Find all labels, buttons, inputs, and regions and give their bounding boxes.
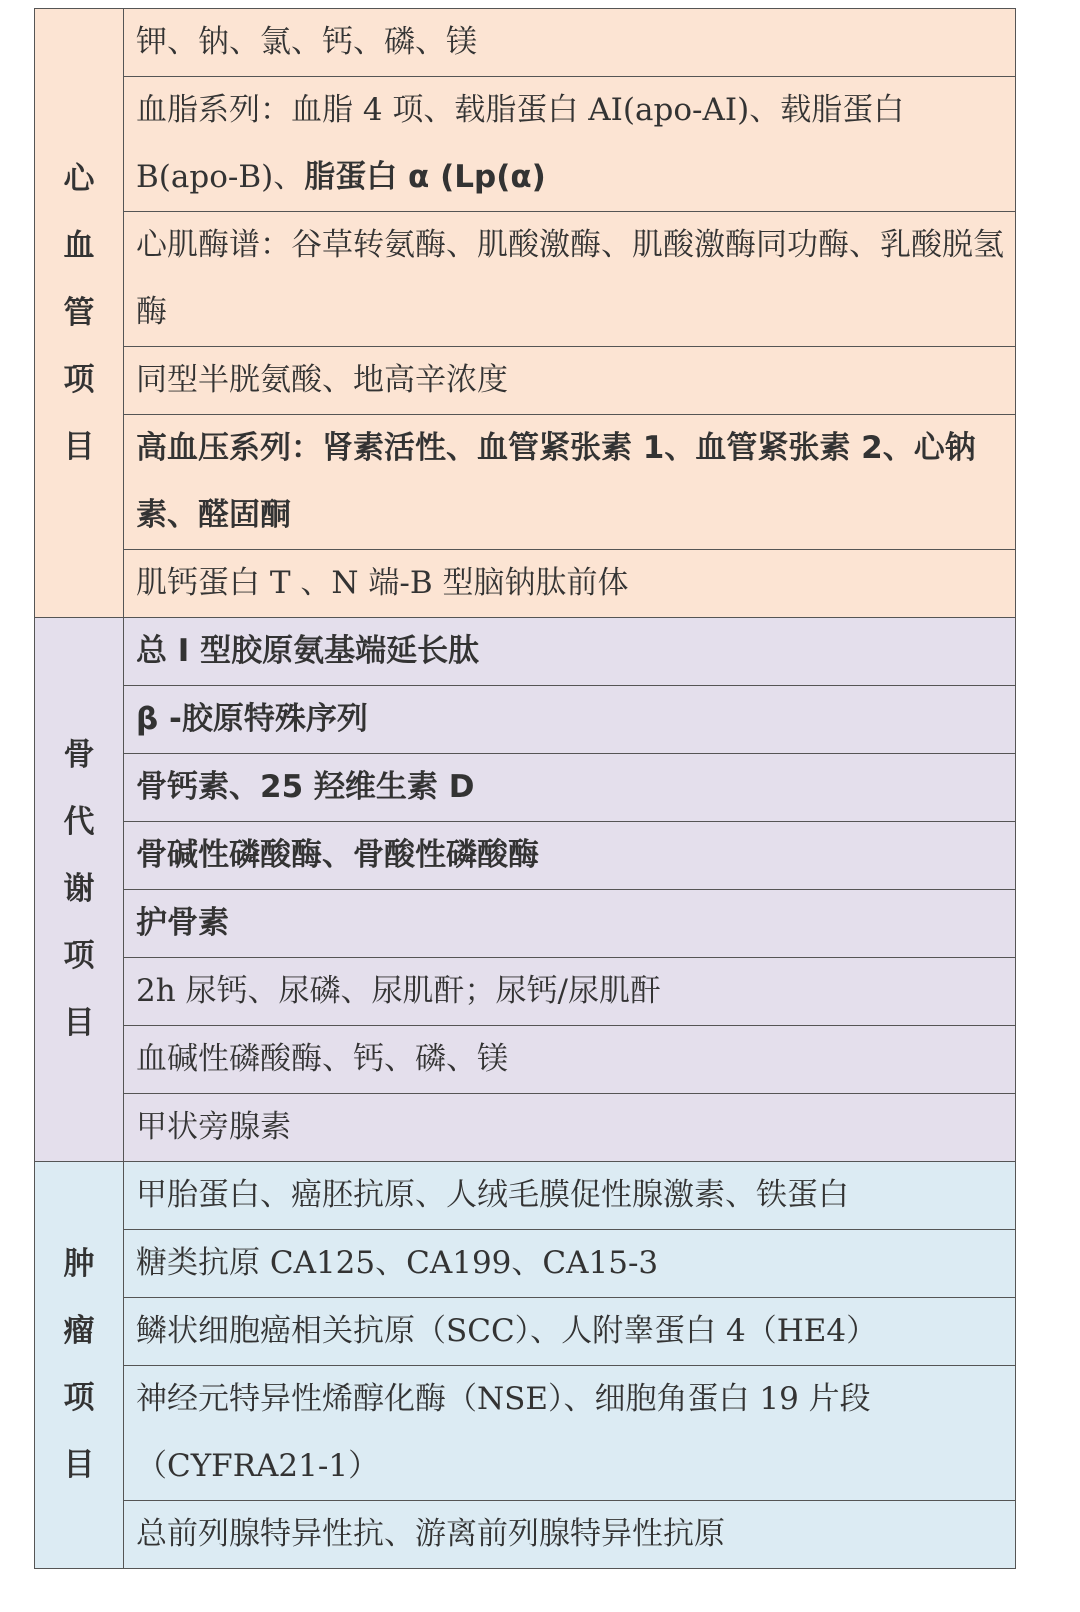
table-cell: 高血压系列：肾素活性、血管紧张素 1、血管紧张素 2、心钠素、醛固酮 bbox=[124, 415, 1016, 550]
lab-test-table bbox=[34, 8, 1016, 1569]
table-cell: 甲状旁腺素 bbox=[124, 1094, 1016, 1162]
category-tumor: 肿 瘤 项 目 bbox=[35, 1162, 124, 1569]
table-cell: 糖类抗原 CA125、CA199、CA15-3 bbox=[124, 1230, 1016, 1298]
table-row bbox=[35, 1366, 1016, 1501]
table-row bbox=[35, 550, 1016, 618]
table-row bbox=[35, 77, 1016, 212]
table-cell bbox=[124, 77, 1016, 212]
table-row bbox=[35, 686, 1016, 754]
table-row bbox=[35, 347, 1016, 415]
table-cell: 总 I 型胶原氨基端延长肽 bbox=[124, 618, 1016, 686]
table-row bbox=[35, 1094, 1016, 1162]
table-row bbox=[35, 1162, 1016, 1230]
table-cell: 护骨素 bbox=[124, 890, 1016, 958]
table-row bbox=[35, 618, 1016, 686]
table-cell: 神经元特异性烯醇化酶（NSE）、细胞角蛋白 19 片段（CYFRA21-1） bbox=[124, 1366, 1016, 1501]
table-cell: 心肌酶谱：谷草转氨酶、肌酸激酶、肌酸激酶同功酶、乳酸脱氢酶 bbox=[124, 212, 1016, 347]
table-row bbox=[35, 212, 1016, 347]
table-cell: 2h 尿钙、尿磷、尿肌酐；尿钙/尿肌酐 bbox=[124, 958, 1016, 1026]
cell-text: 血脂系列：血脂 4 项、载脂蛋白 AI(apo-AI)、载脂蛋白 B(apo-B)、 bbox=[136, 92, 905, 195]
table-cell: 钾、钠、氯、钙、磷、镁 bbox=[124, 9, 1016, 77]
table-cell: 肌钙蛋白 T 、N 端-B 型脑钠肽前体 bbox=[124, 550, 1016, 618]
table-row bbox=[35, 958, 1016, 1026]
table-cell: 甲胎蛋白、癌胚抗原、人绒毛膜促性腺激素、铁蛋白 bbox=[124, 1162, 1016, 1230]
table-cell: 同型半胱氨酸、地高辛浓度 bbox=[124, 347, 1016, 415]
cell-bold-text: 脂蛋白 α (Lp(α) bbox=[304, 159, 546, 195]
table-cell: 鳞状细胞癌相关抗原（SCC）、人附睾蛋白 4（HE4） bbox=[124, 1298, 1016, 1366]
table-row bbox=[35, 9, 1016, 77]
table-cell: 骨钙素、25 羟维生素 D bbox=[124, 754, 1016, 822]
table-row bbox=[35, 1501, 1016, 1569]
table-cell: 总前列腺特异性抗、游离前列腺特异性抗原 bbox=[124, 1501, 1016, 1569]
table-row bbox=[35, 754, 1016, 822]
table-row bbox=[35, 1026, 1016, 1094]
table-cell: 血碱性磷酸酶、钙、磷、镁 bbox=[124, 1026, 1016, 1094]
table-row bbox=[35, 1298, 1016, 1366]
table-row bbox=[35, 1230, 1016, 1298]
category-bone-metabolism: 骨 代 谢 项 目 bbox=[35, 618, 124, 1162]
table-row bbox=[35, 415, 1016, 550]
table-cell: β -胶原特殊序列 bbox=[124, 686, 1016, 754]
table-cell: 骨碱性磷酸酶、骨酸性磷酸酶 bbox=[124, 822, 1016, 890]
category-cardiovascular: 心 血 管 项 目 bbox=[35, 9, 124, 618]
table-row bbox=[35, 890, 1016, 958]
table-row bbox=[35, 822, 1016, 890]
